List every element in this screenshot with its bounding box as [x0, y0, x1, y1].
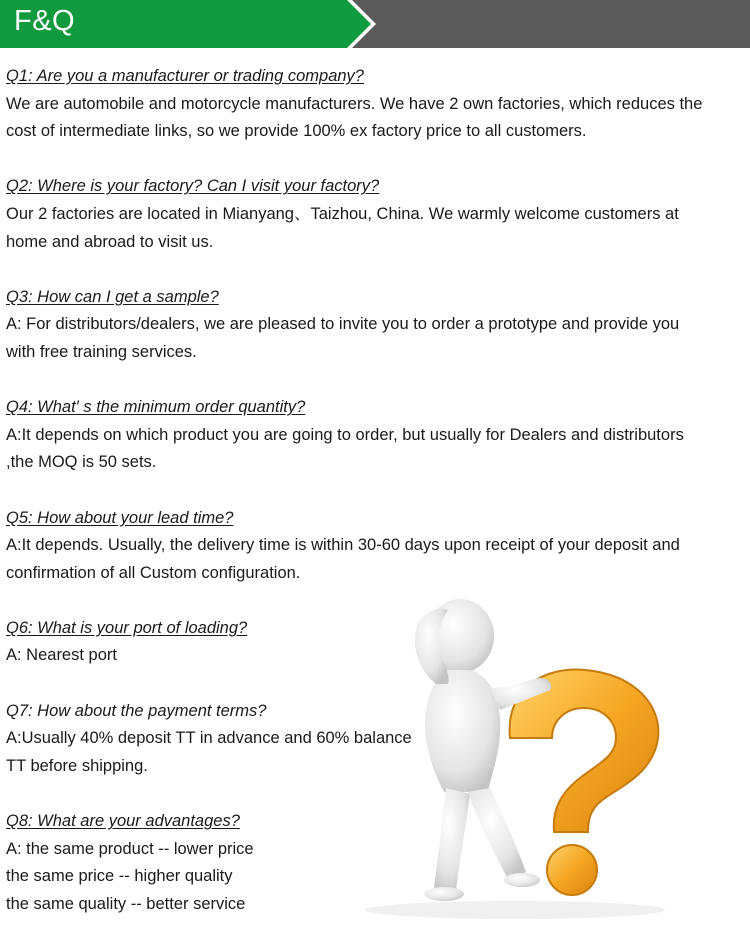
thinking-person-question-mark-icon	[340, 588, 685, 923]
faq-answer-line: A: For distributors/dealers, we are pleased to invite you to order a prototype and provide you	[6, 315, 680, 334]
faq-answer-line: cost of intermediate links, so we provide 100% ex factory price to all customers.	[6, 122, 587, 141]
banner-background	[0, 0, 750, 48]
faq-question: Q5: How about your lead time?	[6, 508, 234, 527]
faq-answer-line: the same price -- higher quality	[6, 867, 233, 886]
faq-item-4	[6, 394, 744, 477]
faq-question: Q7: How about the payment terms?	[6, 701, 267, 720]
faq-answer-line: We are automobile and motorcycle manufacturers. We have 2 own factories, which reduces the	[6, 94, 703, 113]
faq-item-5	[6, 505, 744, 588]
faq-answer-line: TT before shipping.	[6, 756, 148, 775]
faq-question: Q3: How can I get a sample?	[6, 287, 219, 306]
faq-answer-line: A:It depends on which product you are going to order, but usually for Dealers and distributors	[6, 425, 684, 444]
faq-item-1	[6, 63, 744, 146]
faq-answer-line: A: the same product -- lower price	[6, 839, 254, 858]
faq-answer-line: A:Usually 40% deposit TT in advance and 60% balance	[6, 729, 412, 748]
page-title: F&Q	[14, 5, 76, 37]
faq-question: Q2: Where is your factory? Can I visit your factory?	[6, 177, 380, 196]
faq-answer-line: with free training services.	[6, 342, 197, 361]
faq-question: Q4: What′ s the minimum order quantity?	[6, 398, 306, 417]
faq-answer-line: ,the MOQ is 50 sets.	[6, 453, 157, 472]
faq-answer-line: home and abroad to visit us.	[6, 232, 214, 251]
faq-question: Q1: Are you a manufacturer or trading company?	[6, 67, 364, 85]
faq-answer-line: A: Nearest port	[6, 646, 117, 665]
faq-item-3	[6, 284, 744, 367]
faq-answer-line: the same quality -- better service	[6, 894, 246, 913]
header-banner	[0, 0, 750, 48]
faq-question: Q6: What is your port of loading?	[6, 618, 248, 637]
faq-answer-line: confirmation of all Custom configuration.	[6, 563, 301, 582]
faq-answer-line: A:It depends. Usually, the delivery time is within 30-60 days upon receipt of your deposit and	[6, 536, 680, 555]
faq-question: Q8: What are your advantages?	[6, 812, 240, 831]
faq-item-2	[6, 173, 744, 256]
faq-answer-line: Our 2 factories are located in Mianyang、Taizhou, China. We warmly welcome customers at	[6, 204, 679, 223]
